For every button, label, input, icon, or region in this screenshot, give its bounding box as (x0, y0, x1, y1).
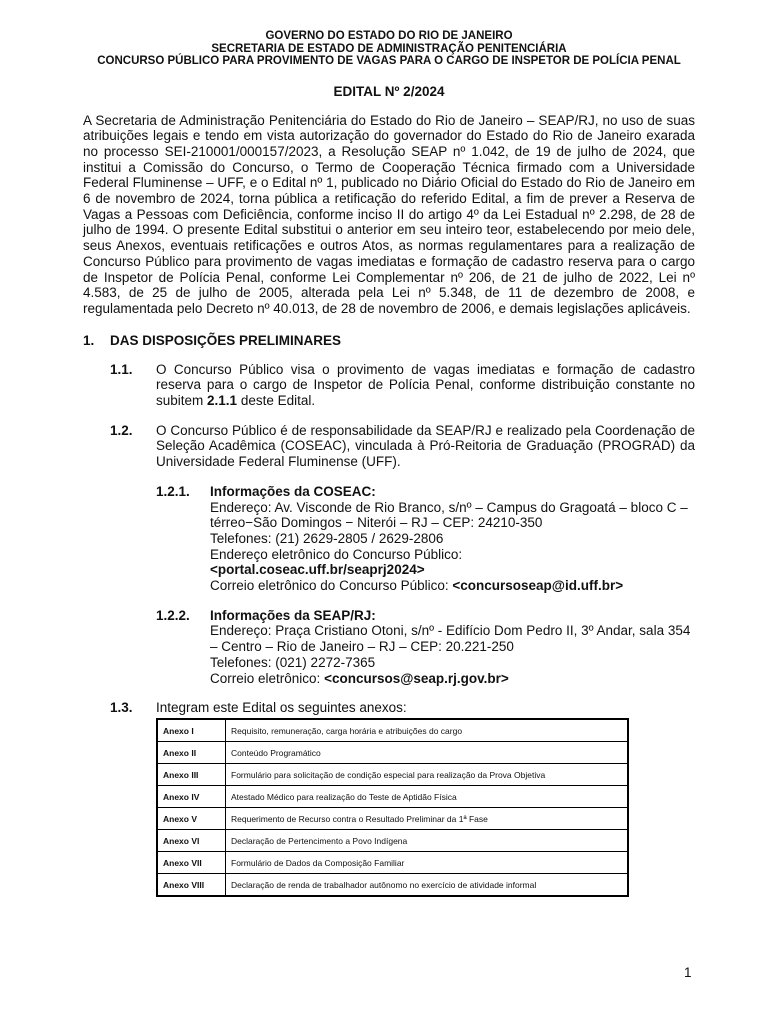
item-1-3-number: 1.3. (110, 700, 133, 716)
annex-desc: Requerimento de Recurso contra o Resultado Preliminar da 1ª Fase (226, 808, 629, 830)
item-1-1-ref: 2.1.1 (207, 393, 238, 409)
seap-info (210, 608, 695, 687)
coseac-phones: Telefones: (21) 2629-2805 / 2629-2806 (210, 530, 444, 546)
table-row (157, 764, 628, 786)
coseac-site-link[interactable]: <portal.coseac.uff.br/seaprj2024> (210, 562, 425, 578)
coseac-address: Endereço: Av. Visconde de Rio Branco, s/nº – Campus do Gragoatá – bloco C – térreo−São Domingos − Niterói – RJ – CEP: 24210-350 (210, 499, 688, 531)
seap-email-label: Correio eletrônico: (210, 670, 325, 686)
item-1-1-text-a: O Concurso Público visa o provimento de vagas imediatas e formação de cadastro reserva para o cargo de Inspetor de Polícia Penal, conforme distribuição constante no subitem (156, 361, 695, 409)
table-row (157, 742, 628, 764)
table-row (157, 830, 628, 852)
table-row (157, 786, 628, 808)
annex-key: Anexo VII (157, 852, 226, 874)
item-1-1 (83, 362, 695, 409)
section-1-heading (83, 333, 695, 348)
item-1-2-2 (83, 608, 695, 687)
item-1-1-text (156, 362, 695, 409)
item-1-2-2-number: 1.2.2. (156, 607, 190, 623)
item-1-2-number: 1.2. (110, 422, 133, 438)
annex-key: Anexo IV (157, 786, 226, 808)
section-1-title: DAS DISPOSIÇÕES PRELIMINARES (110, 332, 342, 348)
annex-key: Anexo VIII (157, 874, 226, 897)
item-1-2 (83, 423, 695, 470)
seap-phones: Telefones: (021) 2272-7365 (210, 654, 376, 670)
annex-desc: Formulário de Dados da Composição Familiar (226, 852, 629, 874)
annex-desc: Conteúdo Programático (226, 742, 629, 764)
coseac-info (210, 484, 695, 594)
annex-desc: Declaração de Pertencimento a Povo Indígena (226, 830, 629, 852)
annex-desc: Atestado Médico para realização do Teste de Aptidão Física (226, 786, 629, 808)
annex-key: Anexo VI (157, 830, 226, 852)
coseac-email-line (210, 578, 695, 594)
item-1-2-1-number: 1.2.1. (156, 483, 190, 499)
annex-key: Anexo III (157, 764, 226, 786)
intro-paragraph: A Secretaria de Administração Penitenciária do Estado do Rio de Janeiro – SEAP/RJ, no uso de suas atribuições legais e tendo em vista autorização do governador do Estado do Rio de Janeiro exarada no processo SEI-210001/000157/2023, a Resolução SEAP nº 1.042, de 19 de julho de 2024, que institui a Comissão do Concurso, o Termo de Cooperação Técnica firmado com a Universidade Federal Fluminense – UFF, e o Edital nº 1, publicado no Diário Oficial do Estado do Rio de Janeiro em 6 de novembro de 2024, torna pública a retificação do referido Edital, a fim de prever a Reserva de Vagas a Pessoas com Deficiência, conforme inciso II do artigo 4º da Lei Estadual nº 2.298, de 28 de julho de 1994. O presente Edital substitui o anterior em seu inteiro teor, estabelecendo por meio dele, seus Anexos, eventuais retificações e outros Atos, as normas regulamentares para a realização de Concurso Público para provimento de vagas imediatas e formação de cadastro reserva para o cargo de Inspetor de Polícia Penal, conforme Lei Complementar nº 206, de 21 de julho de 2022, Lei nº 4.583, de 25 de julho de 2005, alterada pela Lei nº 5.348, de 11 de dezembro de 2008, e regulamentada pelo Decreto nº 40.013, de 28 de novembro de 2006, e demais legislações aplicáveis. (83, 112, 695, 316)
seap-info-title: Informações da SEAP/RJ: (210, 607, 376, 623)
annex-key: Anexo I (157, 719, 226, 742)
header-line-2: SECRETARIA DE ESTADO DE ADMINISTRAÇÃO PENITENCIÁRIA (211, 42, 567, 55)
document-page (83, 30, 695, 897)
item-1-2-text: O Concurso Público é de responsabilidade da SEAP/RJ e realizado pela Coordenação de Seleção Acadêmica (COSEAC), vinculada à Pró-Reitoria de Graduação (PROGRAD) da Universidade Federal Fluminense (UFF). (156, 422, 695, 470)
item-1-3-text: Integram este Edital os seguintes anexos: (156, 700, 407, 716)
annex-desc: Declaração de renda de trabalhador autônomo no exercício de atividade informal (226, 874, 629, 897)
header-line-1: GOVERNO DO ESTADO DO RIO DE JANEIRO (265, 30, 513, 42)
item-1-3 (83, 700, 695, 716)
header-line-3: CONCURSO PÚBLICO PARA PROVIMENTO DE VAGAS PARA O CARGO DE INSPETOR DE POLÍCIA PENAL (97, 55, 681, 67)
table-row (157, 808, 628, 830)
item-1-1-number: 1.1. (110, 361, 133, 377)
table-row (157, 852, 628, 874)
edital-title: EDITAL Nº 2/2024 (333, 83, 445, 99)
annex-desc: Formulário para solicitação de condição especial para realização da Prova Objetiva (226, 764, 629, 786)
table-row (157, 719, 628, 742)
document-header (83, 30, 695, 68)
seap-email-link[interactable]: <concursos@seap.rj.gov.br> (324, 670, 509, 686)
annex-table (156, 718, 629, 897)
item-1-2-1 (83, 484, 695, 594)
page-number: 1 (684, 965, 692, 980)
item-1-1-text-b: deste Edital. (237, 393, 316, 409)
coseac-email-link[interactable]: <concursoseap@id.uff.br> (452, 578, 624, 594)
coseac-email-label: Correio eletrônico do Concurso Público: (210, 578, 453, 594)
coseac-info-title: Informações da COSEAC: (210, 483, 376, 499)
seap-email-line (210, 671, 695, 687)
annex-key: Anexo II (157, 742, 226, 764)
annex-key: Anexo V (157, 808, 226, 830)
coseac-site-label: Endereço eletrônico do Concurso Público: (210, 546, 463, 562)
annex-desc: Requisito, remuneração, carga horária e atribuições do cargo (226, 719, 629, 742)
seap-address: Endereço: Praça Cristiano Otoni, s/nº - Edifício Dom Pedro II, 3º Andar, sala 354 – Centro – Rio de Janeiro – RJ – CEP: 20.221-250 (210, 623, 691, 655)
table-row (157, 874, 628, 897)
section-1-number: 1. (83, 332, 95, 348)
